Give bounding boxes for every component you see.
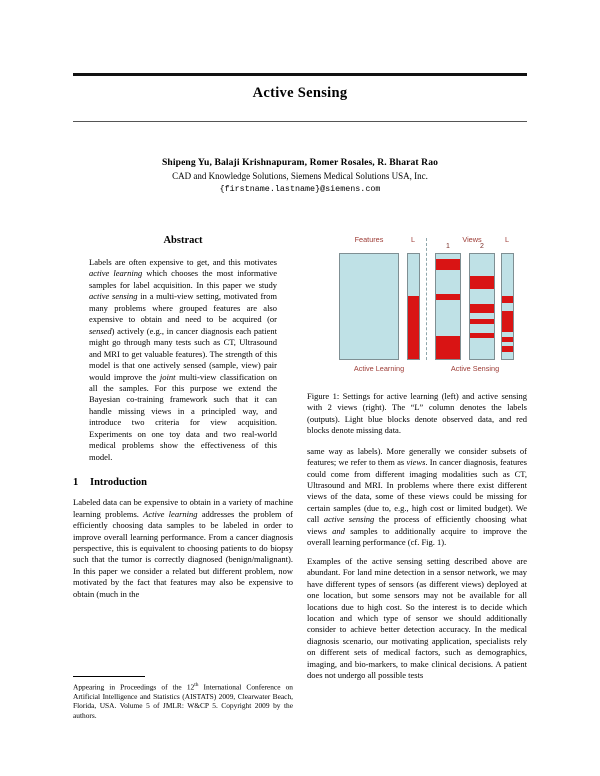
author-names: Shipeng Yu, Balaji Krishnapuram, Romer Rosales, R. Bharat Rao <box>162 157 438 168</box>
figure-label-view2: 2 <box>480 243 484 250</box>
figure-caption-text: Settings for active learning (left) and active sensing with 2 views (right). The “L” column denotes the labels (outputs). Light blue blocks denote observed data, and red blocks denote missing data. <box>307 391 527 436</box>
page-title: Active Sensing <box>252 85 348 101</box>
figure-segment-missing <box>436 336 460 359</box>
figure-segment-missing <box>436 259 460 270</box>
right-text-2: . In cancer diagnosis, features could come from different imaging modalities such as CT, Ultrasound and MRI. In problems where there exist different views of the data, some of these views could be missing for certain samples (due to, e.g., high cost or limited budget). We call <box>307 457 527 525</box>
figure-caption-active-sensing: Active Sensing <box>450 364 500 373</box>
author-block <box>73 157 527 194</box>
section-number: 1 <box>73 477 79 489</box>
abstract-heading: Abstract <box>163 235 203 246</box>
left-column <box>73 235 293 607</box>
figure-segment-missing <box>502 346 513 351</box>
figure-caption <box>307 391 527 437</box>
intro-text-1: Labeled data can be expensive to obtain in a variety of machine learning problems. <box>73 497 293 519</box>
figure-caption-prefix: Figure 1: <box>307 391 340 401</box>
figure-canvas <box>307 235 527 385</box>
intro-em-1: Active learning <box>143 508 198 519</box>
figure-block-label-left <box>407 253 420 360</box>
title-rule-top <box>73 73 527 76</box>
figure-block-view2 <box>469 253 495 360</box>
footnote-text-1: Appearing in Proceedings of the 12 <box>73 682 195 692</box>
right-em-3: and <box>332 525 345 536</box>
figure-1 <box>307 235 527 385</box>
right-column <box>307 235 527 689</box>
intro-text-2: addresses the problem of efficiently choosing data samples to be labeled in order to improve overall learning performance. From a cancer diagnosis perspective, this is equivalent to choosing patients to do biopsy such that the tumor is correctly diagnosed (benign/malignant). In this paper we consider a related but different problem, now motivated by the fact that features may also be expensive to obtain (much in the <box>73 508 293 599</box>
right-em-1: views <box>406 457 426 468</box>
right-text-4: samples to additionally acquire to improve the overall learning performance (cf. Fig. 1). <box>307 525 527 548</box>
figure-segment-missing <box>502 311 513 332</box>
figure-segment-missing <box>470 333 494 338</box>
abstract-text-1: Labels are often expensive to get, and this motivates <box>89 257 277 267</box>
figure-segment-missing <box>436 294 460 300</box>
figure-divider <box>426 238 427 360</box>
abstract-em-2: active sensing <box>89 291 138 302</box>
figure-segment-missing <box>502 337 513 342</box>
abstract-text-5: multi-view classification on all the samples. For this purpose we extend the Bayesian co-training framework such that it can handle missing views in a principled way, and introduce two criteria for view acquisition. Experiments on one toy data and two real-world medical problems show the effectiveness of this model. <box>89 371 277 462</box>
introduction-paragraph <box>73 497 293 600</box>
abstract-em-3: sensed <box>89 325 112 336</box>
right-text-1: same way as labels). More generally we consider subsets of features; we refer to them as <box>307 445 527 468</box>
footnote <box>73 676 293 720</box>
right-paragraph-1 <box>307 446 527 549</box>
abstract-text-2: which chooses the most informative samples for label acquisition. In this paper we study <box>89 268 277 290</box>
figure-label-views: Views <box>462 235 482 244</box>
figure-segment-missing <box>470 304 494 312</box>
abstract-text-3: in a multi-view setting, motivated from many problems where grouped features are also expensive to obtain and need to be acquired (or <box>89 291 277 325</box>
figure-block-label-right <box>501 253 514 360</box>
footnote-rule <box>73 676 145 677</box>
footnote-text-2: International Conference on Artificial Intelligence and Statistics (AISTATS) 2009, Clearwater Beach, Florida, USA. Volume 5 of JMLR: W&CP 5. Copyright 2009 by the authors. <box>73 682 293 720</box>
abstract-em-1: active learning <box>89 268 143 279</box>
figure-label-features: Features <box>354 235 384 244</box>
figure-segment-missing <box>470 276 494 289</box>
author-affiliation: CAD and Knowledge Solutions, Siemens Medical Solutions USA, Inc. <box>172 171 428 181</box>
figure-segment-missing <box>470 319 494 324</box>
figure-block-features <box>339 253 399 360</box>
figure-segment-missing <box>502 296 513 303</box>
figure-label-view1: 1 <box>446 243 450 250</box>
abstract-paragraph <box>89 257 277 463</box>
figure-block-view1 <box>435 253 461 360</box>
section-title: Introduction <box>90 477 147 489</box>
abstract-body <box>89 257 277 463</box>
figure-caption-active-learning: Active Learning <box>353 364 405 373</box>
figure-label-right-l: L <box>504 235 510 244</box>
title-rule-bottom <box>73 121 527 122</box>
abstract-em-4: joint <box>159 371 176 382</box>
footnote-text <box>73 681 293 720</box>
author-email: {firstname.lastname}@siemens.com <box>219 184 381 194</box>
figure-label-left-l: L <box>410 235 416 244</box>
abstract-text-4: ) actively (e.g., in cancer diagnosis each patient might go through many tests such as CT, Ultrasound and MRI to get valuable features). The strength of this model is that one actively sensed (sample, view) pair would improve the <box>89 325 277 382</box>
introduction-heading <box>73 477 293 488</box>
right-em-2: active sensing <box>323 514 375 525</box>
footnote-superscript: th <box>194 682 199 688</box>
figure-segment-missing <box>408 296 419 359</box>
right-text-3: the process of efficiently choosing what views <box>307 514 527 536</box>
right-paragraph-2: Examples of the active sensing setting described above are abundant. For land mine detection in a sensor network, we may have different types of sensors (as different views) deployed at one location, but some sensors may not be available for all locations due to high cost. So the interest is to decide which location and which type of sensor we should additionally consider to achieve better detection accuracy. In the medical diagnosis scenario, our motivating application, specialists rely on different sets of medical factors, such as demographics, imaging, and bio-markers, to make clinical decisions. A patient does not undergo all possible tests <box>307 555 527 681</box>
